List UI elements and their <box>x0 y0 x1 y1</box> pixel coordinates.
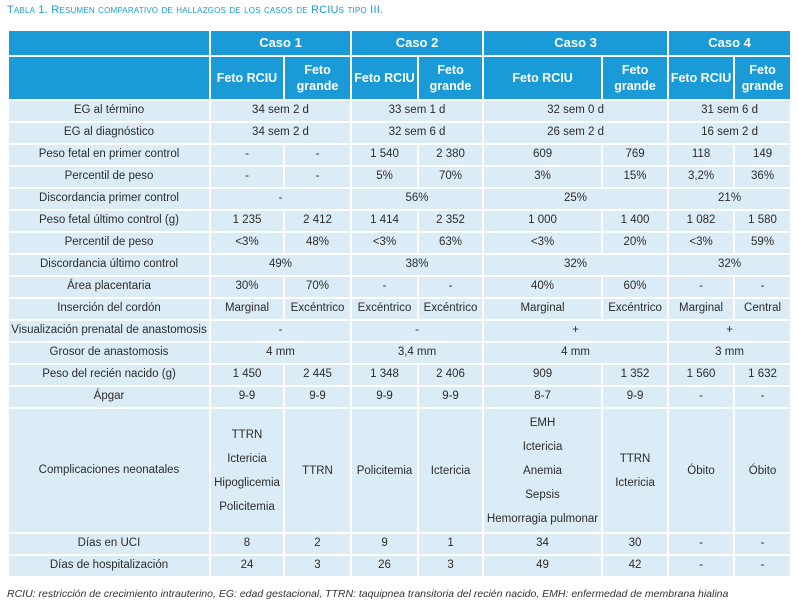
table-cell: - <box>211 145 283 165</box>
table-cell: 9-9 <box>419 387 482 407</box>
table-cell: 1 414 <box>352 211 417 231</box>
table-cell: 2 412 <box>285 211 350 231</box>
table-cell: 9-9 <box>352 387 417 407</box>
table-cell: 49 <box>484 556 601 576</box>
table-cell: 1 235 <box>211 211 283 231</box>
complication-item: Hipoglicemia <box>214 476 280 489</box>
table-cell: 8 <box>211 534 283 554</box>
corner-cell <box>9 57 209 99</box>
complication-item: Policitemia <box>219 500 275 513</box>
row-label: Días en UCI <box>9 534 209 554</box>
complications-cell <box>211 409 283 532</box>
row-label: Peso fetal en primer control <box>9 145 209 165</box>
complications-cell <box>735 409 790 532</box>
table-cell: 8-7 <box>484 387 601 407</box>
merged-cell: 34 sem 2 d <box>211 101 350 121</box>
table-cell: - <box>419 277 482 297</box>
fetus-header: Feto grande <box>285 57 350 99</box>
complications-cell <box>285 409 350 532</box>
table-row <box>9 211 790 231</box>
table-row <box>9 365 790 385</box>
merged-cell: 49% <box>211 255 350 275</box>
complications-cell <box>603 409 667 532</box>
case-header: Caso 4 <box>669 31 790 55</box>
fetus-header-row <box>9 57 790 99</box>
table-cell: <3% <box>484 233 601 253</box>
merged-cell: 25% <box>484 189 667 209</box>
table-cell: 1 352 <box>603 365 667 385</box>
table-cell: 9-9 <box>603 387 667 407</box>
merged-cell: 33 sem 1 d <box>352 101 482 121</box>
table-cell: 5% <box>352 167 417 187</box>
table-cell: Excéntrico <box>352 299 417 319</box>
fetus-header: Feto RCIU <box>669 57 733 99</box>
fetus-header: Feto RCIU <box>484 57 601 99</box>
merged-cell: 3,4 mm <box>352 343 482 363</box>
complications-cell <box>419 409 482 532</box>
table-row <box>9 534 790 554</box>
table-row <box>9 321 790 341</box>
table-cell: 36% <box>735 167 790 187</box>
complication-item: Policitemia <box>356 464 413 477</box>
complications-cell <box>484 409 601 532</box>
row-label: Peso del recién nacido (g) <box>9 365 209 385</box>
table-row <box>9 277 790 297</box>
row-label: EG al término <box>9 101 209 121</box>
table-row <box>9 233 790 253</box>
complication-item: Anemia <box>523 464 563 477</box>
row-label: Percentil de peso <box>9 233 209 253</box>
complication-item: Ictericia <box>615 476 655 489</box>
table-cell: 20% <box>603 233 667 253</box>
merged-cell: 34 sem 2 d <box>211 123 350 143</box>
merged-cell: 56% <box>352 189 482 209</box>
table-row <box>9 101 790 121</box>
row-label: Días de hospitalización <box>9 556 209 576</box>
fetus-header: Feto grande <box>603 57 667 99</box>
table-cell: 1 540 <box>352 145 417 165</box>
table-cell: 1 400 <box>603 211 667 231</box>
fetus-header: Feto grande <box>419 57 482 99</box>
table-cell: 24 <box>211 556 283 576</box>
table-cell: - <box>285 167 350 187</box>
table-cell: 63% <box>419 233 482 253</box>
complication-item: Sepsis <box>525 488 560 501</box>
merged-cell: 31 sem 6 d <box>669 101 790 121</box>
table-cell: - <box>735 277 790 297</box>
merged-cell: - <box>352 321 482 341</box>
merged-cell: 32% <box>669 255 790 275</box>
table-cell: 2 <box>285 534 350 554</box>
table-cell: 26 <box>352 556 417 576</box>
row-label: Grosor de anastomosis <box>9 343 209 363</box>
table-cell: 59% <box>735 233 790 253</box>
complication-item: TTRN <box>302 464 333 477</box>
complication-item: Óbito <box>687 464 715 477</box>
table-row <box>9 409 790 532</box>
table-cell: 15% <box>603 167 667 187</box>
row-label: Visualización prenatal de anastomosis <box>9 321 209 341</box>
table-cell: 1 000 <box>484 211 601 231</box>
table-cell: <3% <box>352 233 417 253</box>
table-cell: - <box>211 167 283 187</box>
merged-cell: - <box>211 189 350 209</box>
table-cell: Central <box>735 299 790 319</box>
table-cell: 1 082 <box>669 211 733 231</box>
table-cell: 1 450 <box>211 365 283 385</box>
complications-cell <box>352 409 417 532</box>
table-cell: 30 <box>603 534 667 554</box>
merged-cell: 21% <box>669 189 790 209</box>
corner-cell <box>9 31 209 55</box>
table-cell: <3% <box>211 233 283 253</box>
table-cell: 3 <box>285 556 350 576</box>
table-row <box>9 123 790 143</box>
table-cell: Marginal <box>211 299 283 319</box>
table-row <box>9 145 790 165</box>
fetus-header: Feto RCIU <box>211 57 283 99</box>
merged-cell: + <box>484 321 667 341</box>
merged-cell: 4 mm <box>211 343 350 363</box>
table-cell: 609 <box>484 145 601 165</box>
table-cell: 2 445 <box>285 365 350 385</box>
table-cell: 42 <box>603 556 667 576</box>
table-row <box>9 556 790 576</box>
case-header: Caso 2 <box>352 31 482 55</box>
table-cell: Marginal <box>484 299 601 319</box>
table-cell: 9 <box>352 534 417 554</box>
table-caption: Tabla 1. Resumen comparativo de hallazgos de los casos de RCIUs tipo III. <box>7 4 384 16</box>
table-cell: 1 <box>419 534 482 554</box>
row-label: EG al diagnóstico <box>9 123 209 143</box>
table-row <box>9 189 790 209</box>
table-cell: 3 <box>419 556 482 576</box>
table-cell: 118 <box>669 145 733 165</box>
table-cell: <3% <box>669 233 733 253</box>
table-cell: 1 580 <box>735 211 790 231</box>
table-cell: 60% <box>603 277 667 297</box>
case-header: Caso 1 <box>211 31 350 55</box>
row-label: Ápgar <box>9 387 209 407</box>
merged-cell: 32% <box>484 255 667 275</box>
table-cell: 30% <box>211 277 283 297</box>
complication-item: Ictericia <box>227 452 267 465</box>
row-label: Peso fetal último control (g) <box>9 211 209 231</box>
fetus-header: Feto grande <box>735 57 790 99</box>
row-label: Discordancia primer control <box>9 189 209 209</box>
table-cell: - <box>352 277 417 297</box>
complication-item: EMH <box>529 416 556 429</box>
merged-cell: 32 sem 6 d <box>352 123 482 143</box>
complication-item: Hemorragia pulmonar <box>486 512 599 525</box>
table-cell: 70% <box>285 277 350 297</box>
merged-cell: 4 mm <box>484 343 667 363</box>
row-label: Percentil de peso <box>9 167 209 187</box>
merged-cell: 16 sem 2 d <box>669 123 790 143</box>
complication-item: Óbito <box>748 464 777 477</box>
table-cell: Excéntrico <box>603 299 667 319</box>
table-cell: 1 632 <box>735 365 790 385</box>
table-cell: 34 <box>484 534 601 554</box>
complication-item: TTRN <box>231 428 263 441</box>
table-row <box>9 343 790 363</box>
complications-cell <box>669 409 733 532</box>
table-cell: - <box>669 534 733 554</box>
table-cell: Excéntrico <box>419 299 482 319</box>
table-row <box>9 167 790 187</box>
row-label: Inserción del cordón <box>9 299 209 319</box>
merged-cell: 26 sem 2 d <box>484 123 667 143</box>
table-cell: 70% <box>419 167 482 187</box>
table-cell: - <box>735 556 790 576</box>
table-cell: - <box>735 387 790 407</box>
merged-cell: - <box>211 321 350 341</box>
complication-item: Ictericia <box>430 464 471 477</box>
table-cell: - <box>669 387 733 407</box>
row-label: Área placentaria <box>9 277 209 297</box>
complication-item: Ictericia <box>522 440 563 453</box>
complication-item: TTRN <box>619 452 651 465</box>
merged-cell: 32 sem 0 d <box>484 101 667 121</box>
table-cell: 2 406 <box>419 365 482 385</box>
merged-cell: 38% <box>352 255 482 275</box>
table-cell: 909 <box>484 365 601 385</box>
merged-cell: + <box>669 321 790 341</box>
table-cell: 1 560 <box>669 365 733 385</box>
table-cell: 3,2% <box>669 167 733 187</box>
table-cell: 769 <box>603 145 667 165</box>
table-footnote: RCIU: restricción de crecimiento intrauterino, EG: edad gestacional, TTRN: taquipnea transitoria del recién nacido, EMH: enfermedad de membrana hialina <box>7 588 729 600</box>
table-cell: 3% <box>484 167 601 187</box>
table-cell: 9-9 <box>285 387 350 407</box>
case-header: Caso 3 <box>484 31 667 55</box>
table-cell: - <box>285 145 350 165</box>
table-row <box>9 387 790 407</box>
table-cell: - <box>735 534 790 554</box>
table-cell: 2 380 <box>419 145 482 165</box>
table-cell: 1 348 <box>352 365 417 385</box>
table-cell: Excéntrico <box>285 299 350 319</box>
table-cell: 2 352 <box>419 211 482 231</box>
merged-cell: 3 mm <box>669 343 790 363</box>
table-cell: - <box>669 277 733 297</box>
table-cell: 9-9 <box>211 387 283 407</box>
table-body <box>9 101 790 576</box>
table-cell: 40% <box>484 277 601 297</box>
table-row <box>9 299 790 319</box>
table-cell: - <box>669 556 733 576</box>
comparison-table <box>7 29 792 578</box>
table-cell: 149 <box>735 145 790 165</box>
table-row <box>9 255 790 275</box>
case-header-row <box>9 31 790 55</box>
table-cell: Marginal <box>669 299 733 319</box>
row-label: Discordancia último control <box>9 255 209 275</box>
table-cell: 48% <box>285 233 350 253</box>
row-label: Complicaciones neonatales <box>9 409 209 532</box>
fetus-header: Feto RCIU <box>352 57 417 99</box>
